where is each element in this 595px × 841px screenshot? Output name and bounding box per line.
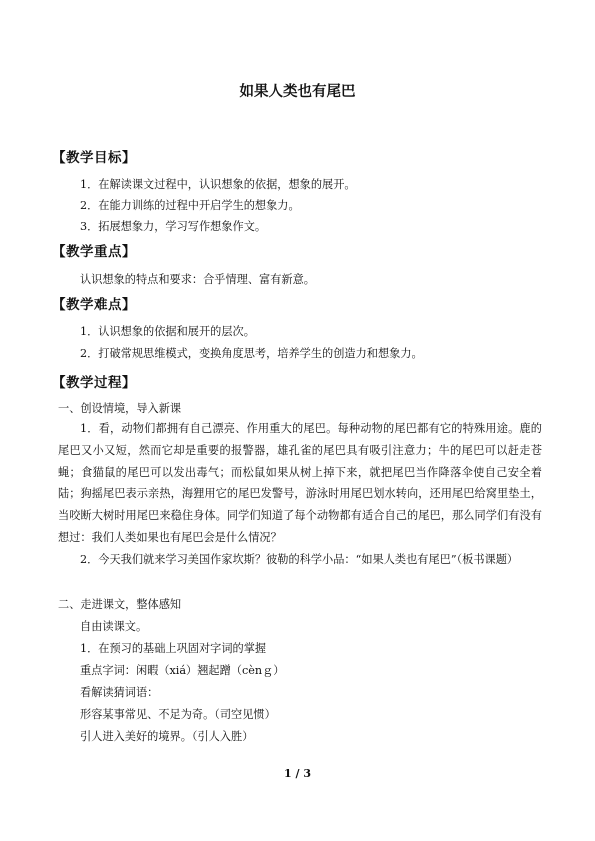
- heading-teaching-difficulties: 【教学难点】: [52, 297, 136, 313]
- process-part2-title: 二、走进课文，整体感知: [58, 598, 182, 611]
- difficulty-item-1: 1．认识想象的依据和展开的层次。: [80, 325, 255, 338]
- goal-item-2: 2．在能力训练的过程中开启学生的想象力。: [80, 199, 300, 212]
- guess-item-1: 形容某事常见、不足为奇。（司空见惯）: [80, 708, 276, 721]
- page-number: 1 / 3: [284, 767, 311, 780]
- heading-teaching-goals: 【教学目标】: [52, 150, 136, 166]
- goal-item-3: 3．拓展想象力，学习写作想象作文。: [80, 220, 267, 233]
- key-point-text: 认识想象的特点和要求：合乎情理、富有新意。: [80, 273, 315, 286]
- process-item-1: 1．在预习的基础上巩固对字词的掌握: [80, 642, 267, 655]
- guess-intro-line: 看解读猜词语：: [80, 686, 159, 699]
- process-paragraph-1: 1．看，动物们都拥有自己漂亮、作用重大的尾巴。每种动物的尾巴都有它的特殊用途。鹿的尾巴又小又短，然而它却是重要的报警器，雄孔雀的尾巴具有吸引注意力；牛的尾巴可以赶走苍蝇；食猫鼠的尾巴可以发出毒气；而松鼠如果从树上掉下来，就把尾巴当作降落伞使自己安全着陆；狗摇尾巴表示亲热，海狸用它的尾巴发警号，游泳时用尾巴划水转向，还用尾巴给窝里垫土，当咬断大树时用尾巴来稳住身体。同学们知道了每个动物都有适合自己的尾巴，那么同学们有没有想过：我们人类如果也有尾巴会是什么情况？: [58, 422, 542, 544]
- process-paragraph-2: 2．今天我们就来学习美国作家坎斯？彼勒的科学小品：“如果人类也有尾巴”（板书课题）: [80, 553, 519, 566]
- guess-item-2: 引人进入美好的境界。（引人入胜）: [80, 730, 254, 743]
- free-reading-text: 自由读课文。: [80, 620, 148, 633]
- page-title: 如果人类也有尾巴: [239, 84, 356, 100]
- key-words-line: 重点字词：闲暇（xiá）翘起蹭（cènｇ）: [80, 664, 285, 677]
- goal-item-1: 1．在解读课文过程中，认识想象的依据，想象的展开。: [80, 178, 356, 191]
- heading-teaching-process: 【教学过程】: [52, 375, 136, 391]
- process-part1-title: 一、创设情境，导入新课: [58, 402, 182, 415]
- difficulty-item-2: 2．打破常规思维模式，变换角度思考，培养学生的创造力和想象力。: [80, 347, 423, 360]
- heading-teaching-key-points: 【教学重点】: [52, 244, 136, 260]
